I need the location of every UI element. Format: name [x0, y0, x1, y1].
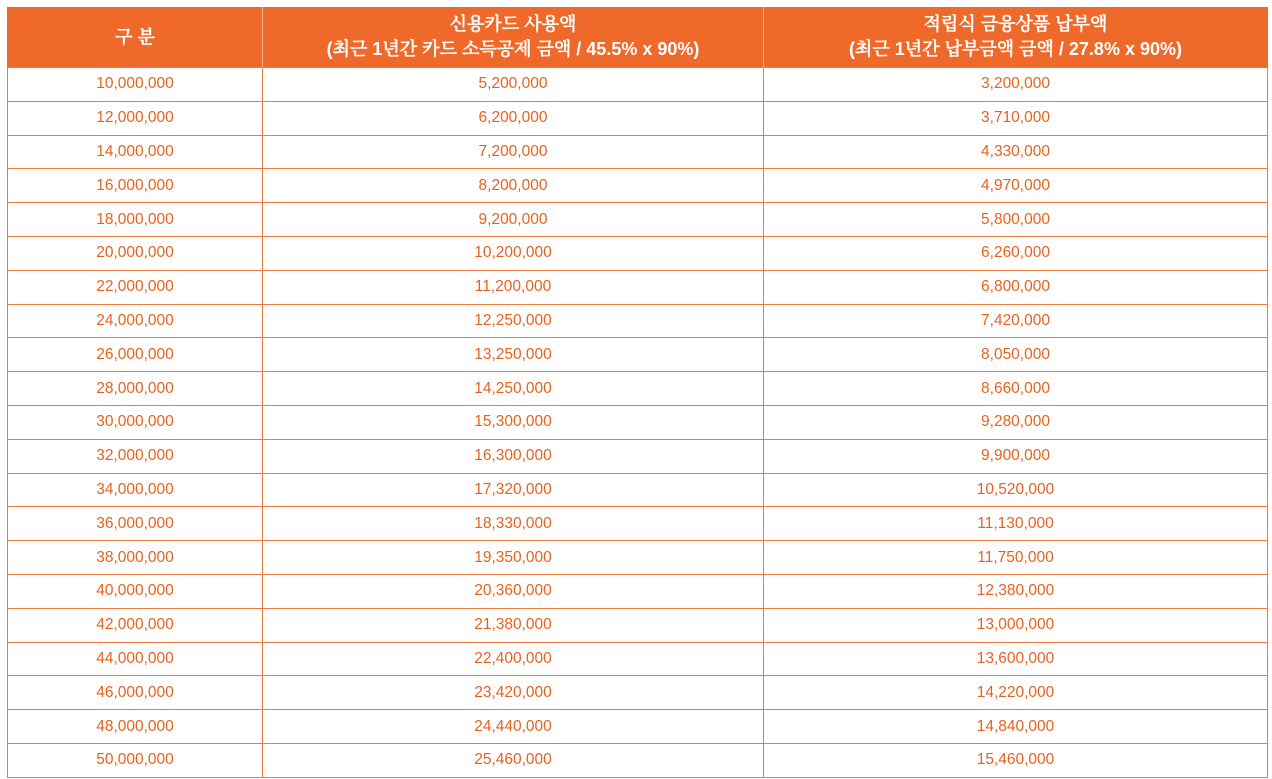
cell-category: 10,000,000: [8, 68, 263, 102]
cell-category: 16,000,000: [8, 169, 263, 203]
cell-category: 28,000,000: [8, 372, 263, 406]
cell-credit-card-usage: 11,200,000: [263, 270, 764, 304]
header-installment-formula: (최근 1년간 납부금액 금액 / 27.8% x 90%): [849, 39, 1182, 59]
cell-category: 34,000,000: [8, 473, 263, 507]
cell-category: 18,000,000: [8, 203, 263, 237]
cell-category: 30,000,000: [8, 405, 263, 439]
table-row: [8, 642, 1268, 676]
cell-installment-savings: 13,600,000: [764, 642, 1268, 676]
table-row: [8, 101, 1268, 135]
cell-installment-savings: 14,220,000: [764, 676, 1268, 710]
cell-installment-savings: 6,260,000: [764, 236, 1268, 270]
cell-category: 44,000,000: [8, 642, 263, 676]
cell-installment-savings: 14,840,000: [764, 710, 1268, 744]
cell-category: 48,000,000: [8, 710, 263, 744]
cell-category: 32,000,000: [8, 439, 263, 473]
cell-installment-savings: 9,280,000: [764, 405, 1268, 439]
table-row: [8, 338, 1268, 372]
cell-credit-card-usage: 7,200,000: [263, 135, 764, 169]
cell-installment-savings: 10,520,000: [764, 473, 1268, 507]
table-row: [8, 541, 1268, 575]
cell-installment-savings: 3,710,000: [764, 101, 1268, 135]
table-container: [7, 7, 1267, 778]
cell-category: 38,000,000: [8, 541, 263, 575]
cell-category: 20,000,000: [8, 236, 263, 270]
cell-credit-card-usage: 25,460,000: [263, 743, 764, 777]
cell-credit-card-usage: 22,400,000: [263, 642, 764, 676]
cell-credit-card-usage: 23,420,000: [263, 676, 764, 710]
table-row: [8, 439, 1268, 473]
table-row: [8, 236, 1268, 270]
table-body: [8, 68, 1268, 778]
table-row: [8, 169, 1268, 203]
cell-credit-card-usage: 21,380,000: [263, 608, 764, 642]
cell-credit-card-usage: 15,300,000: [263, 405, 764, 439]
cell-installment-savings: 4,970,000: [764, 169, 1268, 203]
cell-category: 46,000,000: [8, 676, 263, 710]
header-installment-savings: [764, 7, 1268, 68]
table-row: [8, 203, 1268, 237]
cell-credit-card-usage: 19,350,000: [263, 541, 764, 575]
cell-installment-savings: 4,330,000: [764, 135, 1268, 169]
cell-category: 40,000,000: [8, 574, 263, 608]
cell-credit-card-usage: 24,440,000: [263, 710, 764, 744]
cell-credit-card-usage: 14,250,000: [263, 372, 764, 406]
table-row: [8, 304, 1268, 338]
cell-category: 42,000,000: [8, 608, 263, 642]
table-row: [8, 372, 1268, 406]
cell-installment-savings: 8,660,000: [764, 372, 1268, 406]
header-credit-card-title: 신용카드 사용액: [449, 14, 577, 34]
cell-category: 36,000,000: [8, 507, 263, 541]
cell-category: 22,000,000: [8, 270, 263, 304]
cell-installment-savings: 7,420,000: [764, 304, 1268, 338]
table-row: [8, 405, 1268, 439]
table-row: [8, 710, 1268, 744]
cell-category: 24,000,000: [8, 304, 263, 338]
cell-category: 14,000,000: [8, 135, 263, 169]
cell-installment-savings: 11,130,000: [764, 507, 1268, 541]
table-row: [8, 574, 1268, 608]
table-header: [8, 7, 1268, 68]
table-row: [8, 135, 1268, 169]
cell-credit-card-usage: 13,250,000: [263, 338, 764, 372]
cell-credit-card-usage: 6,200,000: [263, 101, 764, 135]
cell-installment-savings: 11,750,000: [764, 541, 1268, 575]
cell-credit-card-usage: 9,200,000: [263, 203, 764, 237]
header-category: [8, 7, 263, 68]
cell-credit-card-usage: 20,360,000: [263, 574, 764, 608]
cell-credit-card-usage: 17,320,000: [263, 473, 764, 507]
cell-category: 26,000,000: [8, 338, 263, 372]
cell-installment-savings: 8,050,000: [764, 338, 1268, 372]
cell-credit-card-usage: 18,330,000: [263, 507, 764, 541]
header-category-label: 구 분: [115, 26, 155, 47]
header-credit-card-formula: (최근 1년간 카드 소득공제 금액 / 45.5% x 90%): [326, 39, 700, 59]
table-row: [8, 507, 1268, 541]
cell-installment-savings: 6,800,000: [764, 270, 1268, 304]
cell-installment-savings: 12,380,000: [764, 574, 1268, 608]
table-row: [8, 676, 1268, 710]
cell-credit-card-usage: 5,200,000: [263, 68, 764, 102]
table-row: [8, 270, 1268, 304]
header-installment-title: 적립식 금융상품 납부액: [923, 14, 1108, 34]
table-row: [8, 68, 1268, 102]
cell-installment-savings: 13,000,000: [764, 608, 1268, 642]
table-row: [8, 743, 1268, 777]
cell-credit-card-usage: 10,200,000: [263, 236, 764, 270]
table-row: [8, 608, 1268, 642]
cell-credit-card-usage: 16,300,000: [263, 439, 764, 473]
cell-installment-savings: 15,460,000: [764, 743, 1268, 777]
table-row: [8, 473, 1268, 507]
header-credit-card-usage: [263, 7, 764, 68]
header-row: [8, 7, 1268, 68]
cell-installment-savings: 9,900,000: [764, 439, 1268, 473]
cell-category: 12,000,000: [8, 101, 263, 135]
cell-installment-savings: 3,200,000: [764, 68, 1268, 102]
cell-category: 50,000,000: [8, 743, 263, 777]
comparison-table: [7, 7, 1268, 778]
cell-credit-card-usage: 12,250,000: [263, 304, 764, 338]
cell-credit-card-usage: 8,200,000: [263, 169, 764, 203]
cell-installment-savings: 5,800,000: [764, 203, 1268, 237]
